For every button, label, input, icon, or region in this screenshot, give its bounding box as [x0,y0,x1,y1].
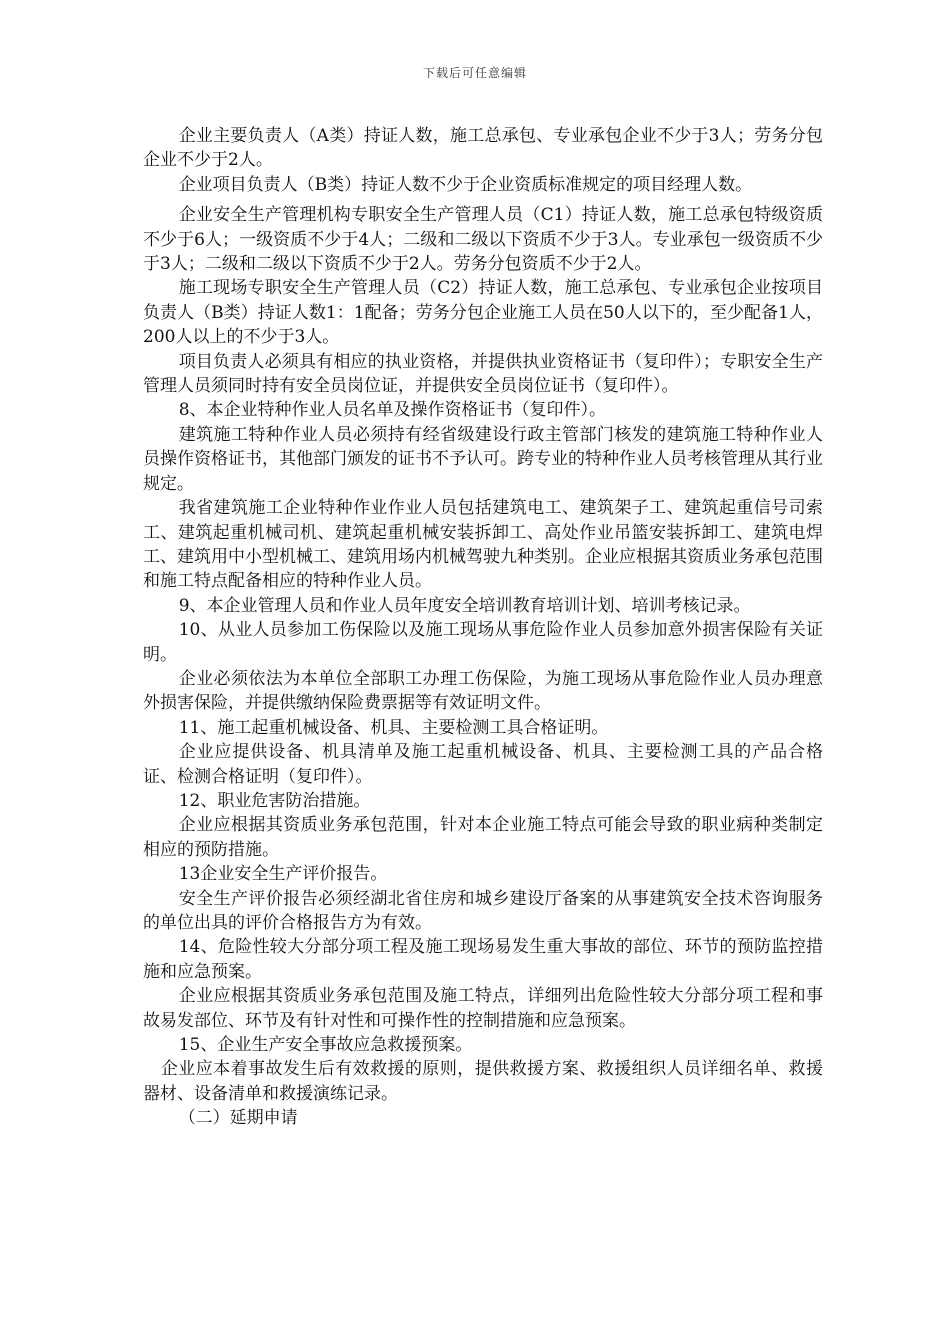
paragraph-item-15: 15、企业生产安全事故应急救援预案。 [178,1035,473,1056]
paragraph-special-operators-certificates: 建筑施工特种作业人员必须持有经省级建设行政主管部门核发的建筑施工特种作业人员操作资格证书，其他部门颁发的证书不予认可。跨专业的特种作业人员考核管理从其行业规定。 [143,424,823,494]
document-body [143,124,823,1131]
paragraph-safety-evaluation: 安全生产评价报告必须经湖北省住房和城乡建设厅备案的从事建筑安全技术咨询服务的单位出具的评价合格报告方为有效。 [143,888,823,933]
paragraph-c2-certificates: 施工现场专职安全生产管理人员（C2）持证人数，施工总承包、专业承包企业按项目负责人（B类）持证人数1：1配备；劳务分包企业施工人员在50人以下的，至少配备1人，200人以上的不少于3人。 [143,278,823,348]
page-header: 下载后可任意编辑 [422,66,527,80]
paragraph-c1-certificates: 企业安全生产管理机构专职安全生产管理人员（C1）持证人数，施工总承包特级资质不少于6人；一级资质不少于4人；二级和二级以下资质不少于3人。专业承包一级资质不少于3人；二级和二级以下资质不少于2人。劳务分包资质不少于2人。 [143,205,823,275]
paragraph-item-10: 10、从业人员参加工伤保险以及施工现场从事危险作业人员参加意外损害保险有关证明。 [143,620,823,665]
paragraph-special-operators-types: 我省建筑施工企业特种作业作业人员包括建筑电工、建筑架子工、建筑起重信号司索工、建筑起重机械司机、建筑起重机械安装拆卸工、高处作业吊篮安装拆卸工、建筑电焊工、建筑用中小型机械工、建筑用场内机械驾驶九种类别。企业应根据其资质业务承包范围和施工特点配备相应的特种作业人员。 [143,498,823,592]
paragraph-item-12: 12、职业危害防治措施。 [178,790,371,811]
paragraph-item-14: 14、危险性较大分部分项工程及施工现场易发生重大事故的部位、环节的预防监控措施和应急预案。 [143,937,823,982]
paragraph-b-class-certificates: 企业项目负责人（B类）持证人数不少于企业资质标准规定的项目经理人数。 [178,174,753,195]
section-heading-extension: （二）延期申请 [178,1108,298,1129]
paragraph-equipment-certificates: 企业应提供设备、机具清单及施工起重机械设备、机具、主要检测工具的产品合格证、检测合格证明（复印件）。 [143,742,823,787]
paragraph-a-class-certificates: 企业主要负责人（A类）持证人数，施工总承包、专业承包企业不少于3人；劳务分包企业不少于2人。 [143,126,823,171]
paragraph-item-13: 13企业安全生产评价报告。 [178,864,388,885]
paragraph-emergency-plans: 企业应根据其资质业务承包范围及施工特点，详细列出危险性较大分部分项工程和事故易发部位、环节及有针对性和可操作性的控制措施和应急预案。 [143,986,823,1031]
paragraph-occupational-hazards: 企业应根据其资质业务承包范围，针对本企业施工特点可能会导致的职业病种类制定相应的预防措施。 [143,815,823,860]
paragraph-item-9: 9、本企业管理人员和作业人员年度安全培训教育培训计划、培训考核记录。 [178,595,751,616]
paragraph-insurance: 企业必须依法为本单位全部职工办理工伤保险，为施工现场从事危险作业人员办理意外损害保险，并提供缴纳保险费票据等有效证明文件。 [143,668,823,714]
paragraph-project-leader-qualification: 项目负责人必须具有相应的执业资格，并提供执业资格证书（复印件）；专职安全生产管理人员须同时持有安全员岗位证，并提供安全员岗位证书（复印件）。 [143,351,823,397]
paragraph-item-11: 11、施工起重机械设备、机具、主要检测工具合格证明。 [178,717,609,738]
paragraph-rescue-plan: 企业应本着事故发生后有效救援的原则，提供救援方案、救援组织人员详细名单、救援器材、设备清单和救援演练记录。 [143,1059,823,1104]
paragraph-item-8: 8、本企业特种作业人员名单及操作资格证书（复印件）。 [178,400,607,421]
